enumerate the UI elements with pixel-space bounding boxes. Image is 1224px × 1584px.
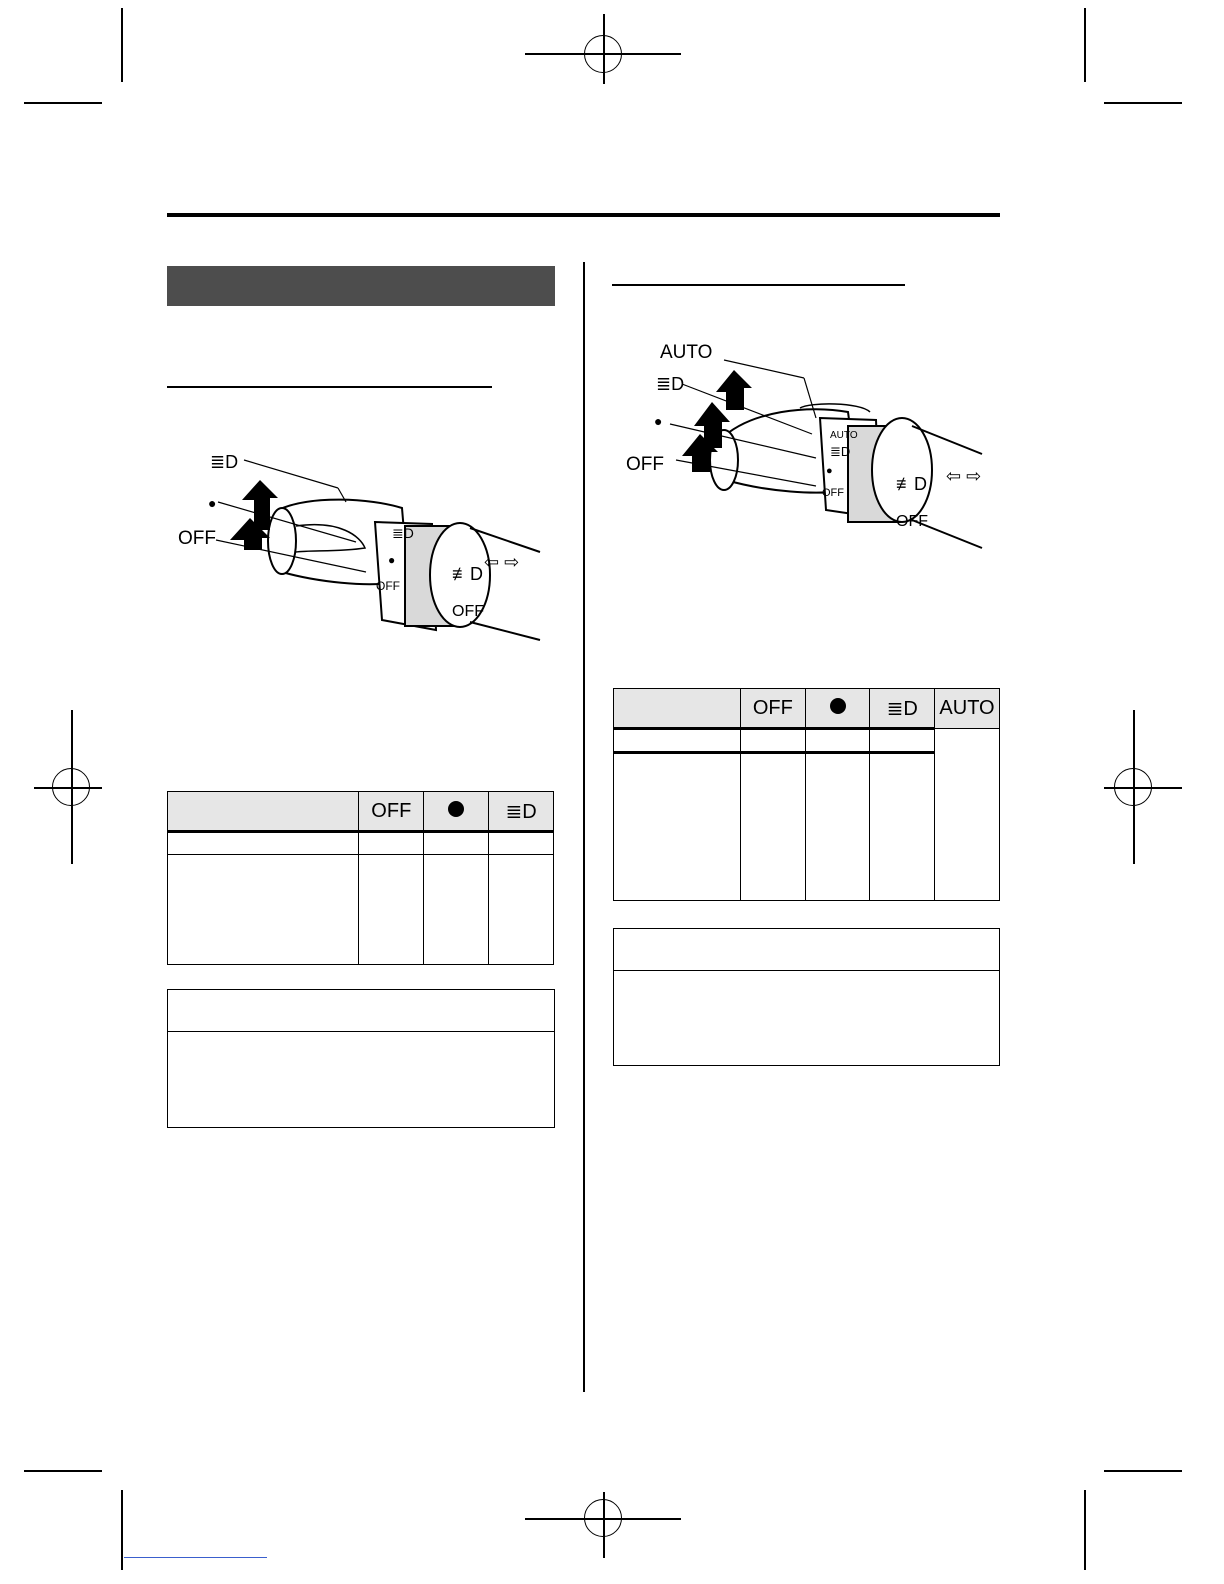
headlight-icon: ≣D: [656, 374, 685, 394]
knob-off-label: OFF: [376, 579, 400, 593]
table-row: [614, 729, 1000, 753]
turn-signal-arrows-icon: ⇦ ⇨: [946, 466, 982, 486]
subheading-rule-left: [167, 386, 492, 388]
table-header-headlight: ≣D: [870, 689, 935, 729]
table-header-blank: [168, 792, 359, 832]
table-row: [168, 855, 554, 965]
knob-park-icon: ●: [826, 465, 833, 477]
table-header-headlight: ≣D: [489, 792, 554, 832]
table-header-park: [424, 792, 489, 832]
left-table: [167, 791, 554, 965]
headlight-switch-illustration-left: [170, 440, 550, 650]
auto-label: AUTO: [660, 342, 713, 363]
turn-signal-arrows-icon: ⇦ ⇨: [484, 552, 520, 572]
table-header-park: [805, 689, 870, 729]
dial-off-label: OFF: [896, 513, 928, 530]
parking-light-dot-icon: ●: [208, 495, 217, 511]
header-rule: [167, 213, 1000, 217]
subheading-rule-right: [612, 284, 905, 286]
parking-light-dot-icon: [830, 698, 846, 714]
table-header-off: OFF: [740, 689, 805, 729]
fog-light-icon: ≢D: [896, 474, 927, 494]
note-box-right: [613, 928, 1000, 1066]
crop-mark-bl-h: [24, 1470, 102, 1472]
off-label: OFF: [178, 528, 216, 549]
parking-light-dot-icon: [448, 801, 464, 817]
knob-headlight-icon: ≣D: [392, 525, 414, 541]
crop-mark-tr-v: [1084, 8, 1086, 82]
knob-park-icon: ●: [388, 553, 396, 567]
right-table: [613, 688, 1000, 901]
headlight-icon: ≣D: [210, 452, 239, 472]
crop-mark-bl-v: [121, 1490, 123, 1570]
note-box-header: [614, 929, 999, 971]
crop-mark-tr-h: [1104, 102, 1182, 104]
crop-mark-br-h: [1104, 1470, 1182, 1472]
crop-mark-tl-v: [121, 8, 123, 82]
section-title-bar: [167, 266, 555, 306]
crop-mark-br-v: [1084, 1490, 1086, 1570]
parking-light-dot-icon: ●: [654, 413, 663, 429]
table-header-off: OFF: [359, 792, 424, 832]
dial-off-label: OFF: [452, 603, 484, 620]
headlight-switch-illustration-right: [620, 330, 990, 560]
knob-auto-label: AUTO: [830, 430, 858, 441]
knob-headlight-icon: ≣D: [830, 444, 851, 459]
crop-mark-tl-h: [24, 102, 102, 104]
knob-off-label: OFF: [822, 487, 844, 499]
table-header-blank: [614, 689, 741, 729]
column-divider: [583, 262, 585, 1392]
link-underline: [124, 1557, 267, 1558]
table-header-auto: AUTO: [935, 689, 1000, 729]
note-box-left: [167, 989, 555, 1128]
table-row: [168, 832, 554, 855]
fog-light-icon: ≢D: [452, 564, 483, 584]
off-label: OFF: [626, 454, 664, 475]
note-box-header: [168, 990, 554, 1032]
